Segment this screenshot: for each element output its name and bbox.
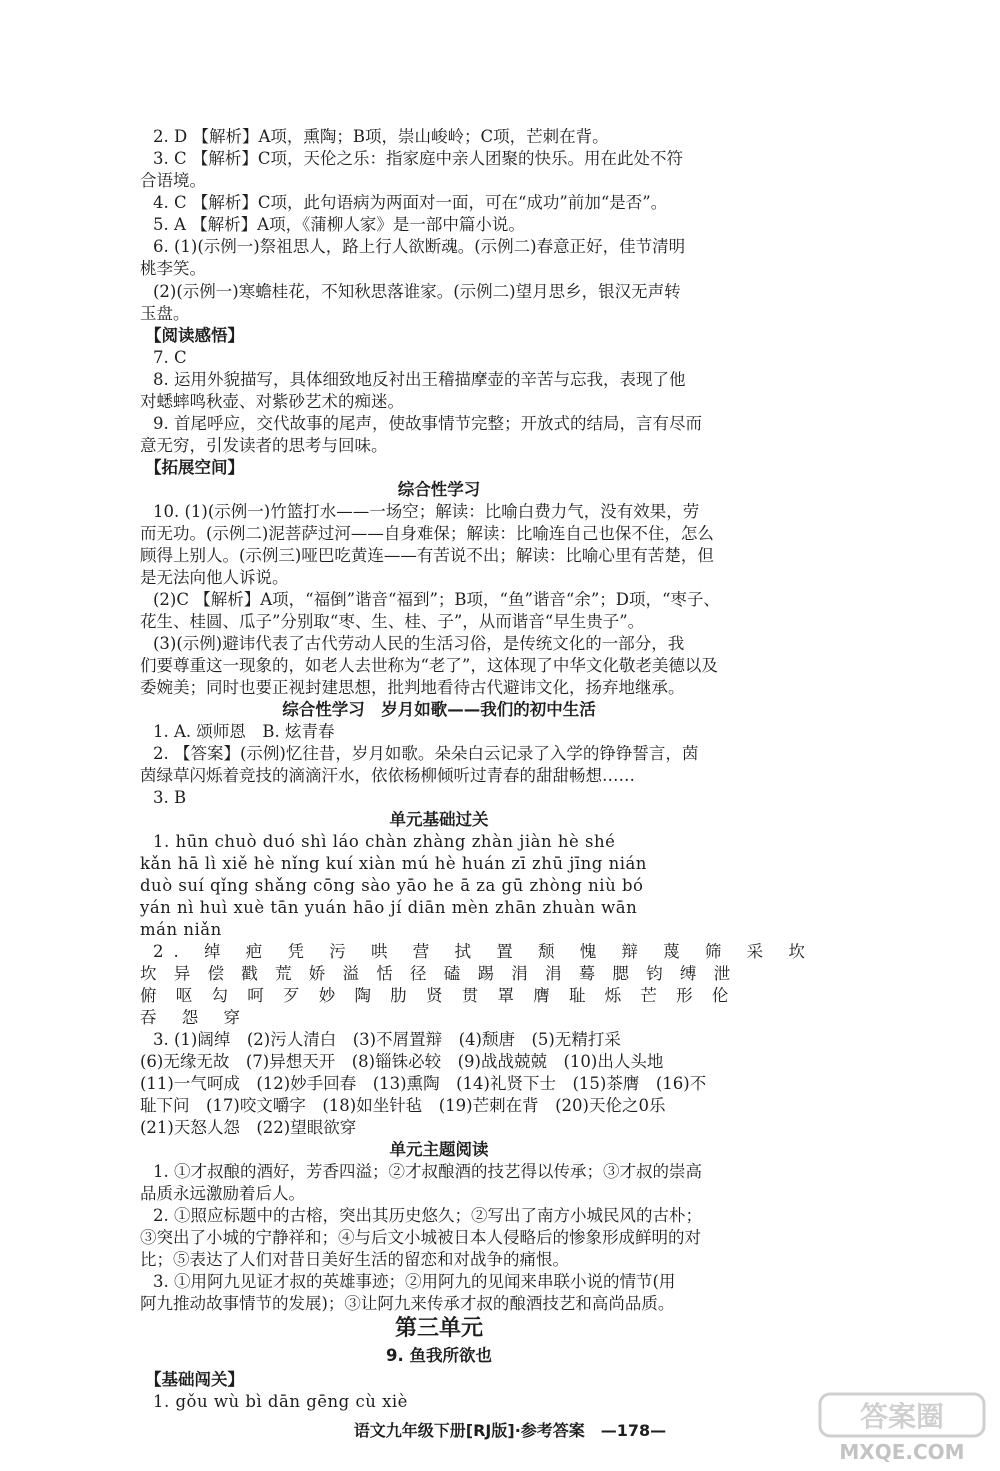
section-heading: 单元主题阅读 — [389, 1140, 489, 1159]
answer-line: 而无功。(示例二)泥菩萨过河——自身难保；解读：比喻连自己也保不住，怎么 — [140, 524, 714, 543]
pinyin-line: duò suí qǐng shǎng cōng sào yāo he ā za gū zhòng niù bó — [140, 876, 644, 895]
section-heading: 综合性学习 — [397, 480, 481, 499]
answer-line: (2)(示例一)寒蟾桂花，不知秋思落谁家。(示例二)望月思乡，银汉无声转 — [153, 282, 681, 301]
pinyin-line: kǎn hā lì xiě hè nǐng kuí xiàn mú hè huán zī zhū jīng nián — [140, 854, 647, 873]
answer-line: 9. 首尾呼应，交代故事的尾声，使故事情节完整；开放式的结局，言有尽而 — [153, 414, 702, 433]
character-line: 俯 呕 勾 呵 歹 妙 陶 肋 贤 贯 罩 膺 耻 烁 芒 形 伦 — [140, 986, 736, 1005]
answer-line: 比；⑤表达了人们对昔日美好生活的留恋和对战争的痛恨。 — [140, 1250, 569, 1269]
answer-line: 顾得上别人。(示例三)哑巴吃黄连——有苦说不出；解读：比喻心里有苦楚，但 — [140, 546, 714, 565]
lesson-title: 9. 鱼我所欲也 — [386, 1346, 492, 1365]
pinyin-line: 1. hūn chuò duó shì láo chàn zhàng zhàn jiàn hè shé — [153, 832, 616, 851]
answer-line: 是无法向他人诉说。 — [140, 568, 289, 587]
answer-line: 2. ①照应标题中的古榕，突出其历史悠久；②写出了南方小城民风的古朴； — [153, 1206, 702, 1225]
answer-line: 3. ①用阿九见证才叔的英雄事迹；②用阿九的见闻来串联小说的情节(用 — [153, 1272, 676, 1291]
answer-line: 玉盘。 — [140, 304, 190, 323]
character-line: 坎 异 偿 戳 荒 娇 溢 恬 径 磕 踢 涓 涓 蓦 腮 钧 缚 泄 — [140, 964, 737, 983]
watermark-logo-text: 答案圈 — [859, 1400, 945, 1433]
pinyin-line: mán niǎn — [140, 920, 222, 939]
answer-line: 品质永远激励着后人。 — [140, 1184, 305, 1203]
answer-line: 3. B — [153, 788, 187, 807]
page-footer: 语文九年级下册[RJ版]·参考答案 —178— — [353, 1421, 667, 1440]
answer-line: (11)一气呵成 (12)妙手回春 (13)熏陶 (14)礼贤下士 (15)茶膺 (16)不 — [140, 1074, 707, 1093]
answer-line: 耻下问 (17)咬文嚼字 (18)如坐针毡 (19)芒刺在背 (20)天伦之0乐 — [140, 1096, 666, 1115]
answer-line: 茵绿草闪烁着竞技的滴滴汗水，依依杨柳倾听过青春的甜甜畅想…… — [140, 766, 635, 785]
answer-line: 合语境。 — [140, 171, 206, 190]
answer-line: 1. ①才叔酿的酒好，芳香四溢；②才叔酿酒的技艺得以传承；③才叔的崇高 — [153, 1162, 702, 1181]
section-label: 【基础闯关】 — [145, 1370, 244, 1389]
answer-line: 7. C — [153, 348, 187, 367]
answer-line: 3. C 【解析】C项，天伦之乐：指家庭中亲人团聚的快乐。用在此处不符 — [153, 149, 683, 168]
character-line: 吞 怨 穿 — [140, 1008, 250, 1027]
watermark-url: MXQE.COM — [839, 1440, 965, 1464]
answer-line: 意无穷，引发读者的思考与回味。 — [140, 436, 388, 455]
answer-line: 10. (1)(示例一)竹篮打水——一场空；解读：比喻白费力气，没有效果，劳 — [153, 502, 700, 521]
section-heading: 单元基础过关 — [389, 810, 489, 829]
answer-line: 1. A. 颂师恩 B. 炫青春 — [153, 722, 335, 741]
answer-line: 阿九推动故事情节的发展)；③让阿九来传承才叔的酿酒技艺和高尚品质。 — [140, 1294, 675, 1313]
answer-line: (6)无缘无故 (7)异想天开 (8)锱铢必较 (9)战战兢兢 (10)出人头地 — [140, 1052, 664, 1071]
answer-line: (2)C 【解析】A项，“福倒”谐音“福到”；B项，“鱼”谐音“余”；D项，“枣子、 — [153, 590, 720, 609]
section-heading: 综合性学习 岁月如歌——我们的初中生活 — [282, 700, 596, 719]
answer-line: 2. D 【解析】A项，熏陶；B项，崇山峻岭；C项，芒刺在背。 — [153, 127, 609, 146]
answer-line: 对蟋蟀鸣秋壶、对紫砂艺术的痴迷。 — [140, 392, 404, 411]
answer-line: 桃李笑。 — [140, 259, 206, 278]
section-label: 【拓展空间】 — [145, 458, 244, 477]
answer-line: 2. 【答案】(示例)忆往昔，岁月如歌。朵朵白云记录了入学的铮铮誓言，茵 — [153, 744, 699, 763]
answer-line: (3)(示例)避讳代表了古代劳动人民的生活习俗，是传统文化的一部分，我 — [153, 634, 685, 653]
answer-line: 委婉美；同时也要正视封建思想，批判地看待古代避讳文化，扬弃地继承。 — [140, 678, 685, 697]
pinyin-line: yán nì huì xuè tān yuán hāo jí diān mèn zhān zhuàn wān — [140, 898, 638, 917]
watermark-logo — [812, 1390, 992, 1465]
answer-line: 3. (1)阔绰 (2)污人清白 (3)不屑置辩 (4)颓唐 (5)无精打采 — [153, 1030, 621, 1049]
answer-line: 4. C 【解析】C项，此句语病为两面对一面，可在“成功”前加“是否”。 — [153, 193, 668, 212]
answer-line: 5. A 【解析】A项，《蒲柳人家》是一部中篇小说。 — [153, 215, 525, 234]
section-label: 【阅读感悟】 — [145, 326, 244, 345]
character-line: 2. 绰 疤 凭 污 哄 营 拭 置 颓 愧 辩 蔑 筛 采 坎 — [153, 942, 815, 961]
answer-line: (21)天怒人怨 (22)望眼欲穿 — [140, 1118, 357, 1137]
answer-line: ③突出了小城的宁静祥和；④与后文小城被日本人侵略后的惨象形成鲜明的对 — [140, 1228, 701, 1247]
pinyin-line: 1. gǒu wù bì dān gēng cù xiè — [153, 1392, 408, 1411]
unit-title: 第三单元 — [394, 1316, 483, 1341]
watermark-graphic — [812, 1390, 992, 1440]
answer-line: 花生、桂圆、瓜子”分别取“枣、生、桂、子”，从而谐音“早生贵子”。 — [140, 612, 645, 631]
answer-line: 6. (1)(示例一)祭祖思人，路上行人欲断魂。(示例二)春意正好，佳节清明 — [153, 237, 686, 256]
answer-line: 8. 运用外貌描写，具体细致地反衬出王稽描摩壶的辛苦与忘我，表现了他 — [153, 370, 686, 389]
answer-line: 们要尊重这一现象的，如老人去世称为“老了”，这体现了中华文化敬老美德以及 — [140, 656, 718, 675]
